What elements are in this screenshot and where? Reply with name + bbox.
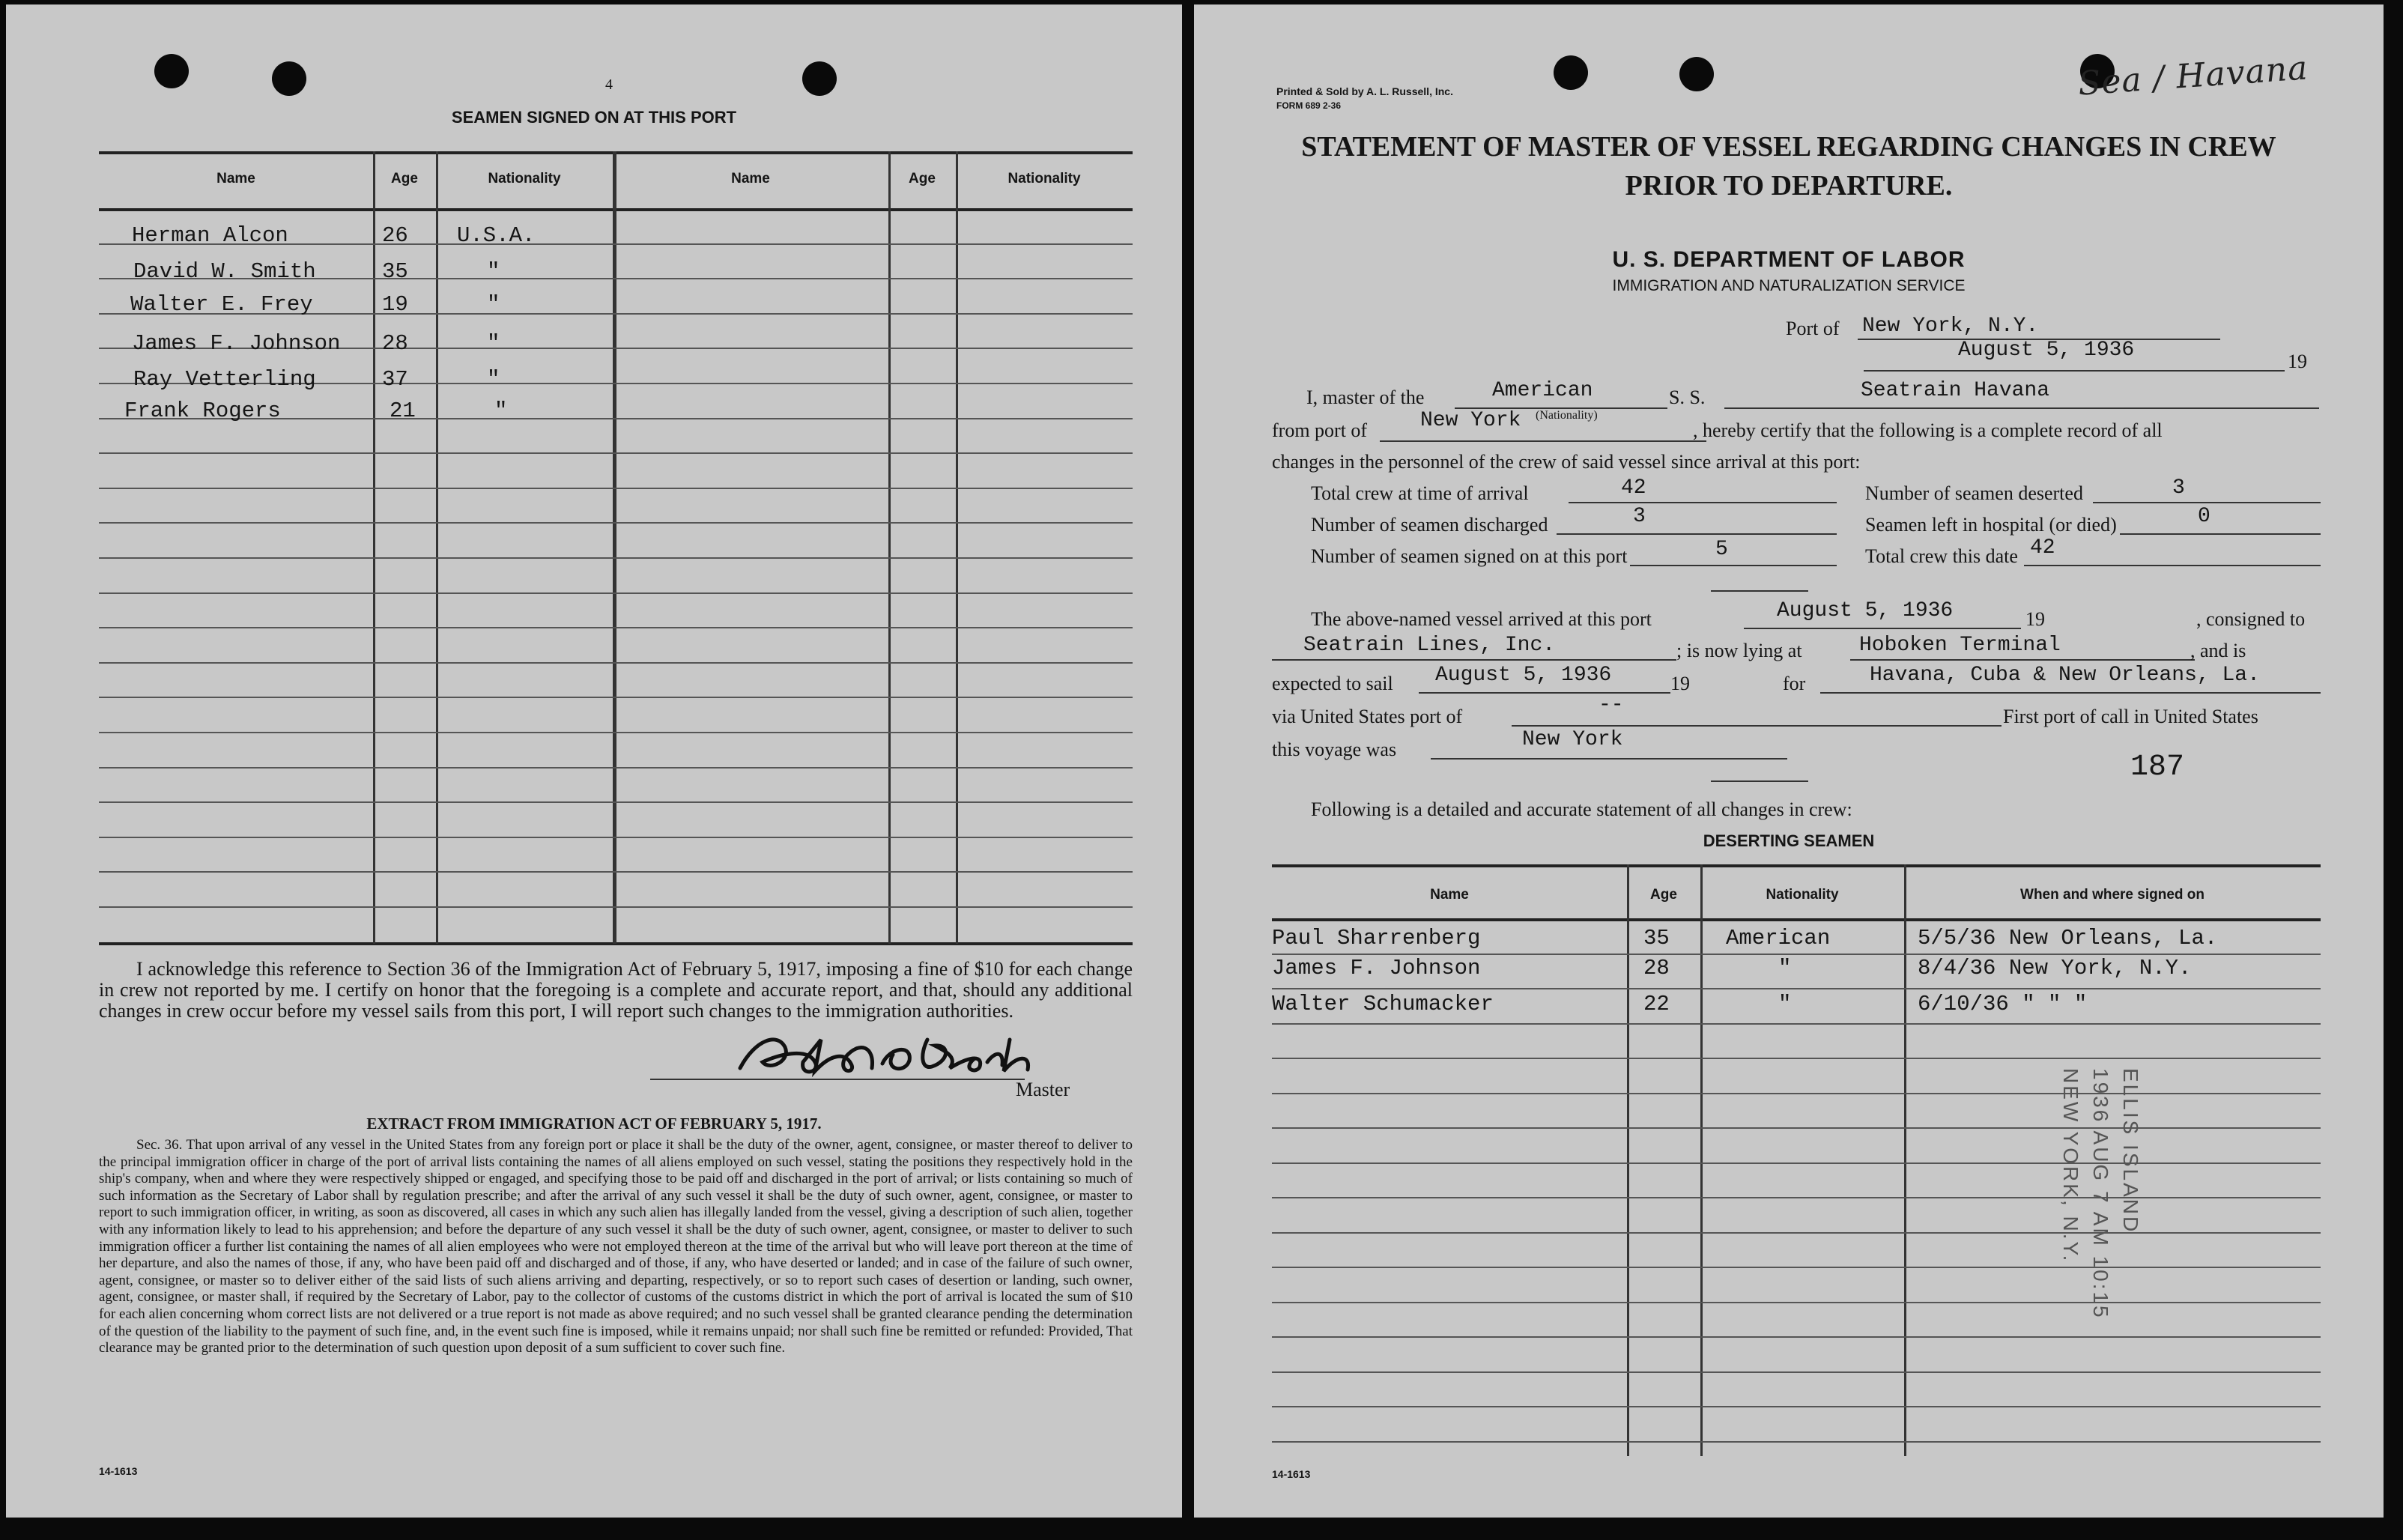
master-signature (725, 1025, 1055, 1085)
underline (1569, 502, 1837, 503)
port-of-label: Port of (1786, 318, 1840, 339)
underline (1557, 533, 1837, 535)
underline (2093, 502, 2321, 503)
col-header-name: Name (1430, 887, 1469, 903)
acknowledgement-text: I acknowledge this reference to Section 36 of the Immigration Act of February 5, 1917, imposing a fine of $10 for each change in crew not reported by me. I certify on honor that the foregoing is a complete and accurate report, and that, should any additional changes in crew occur before my vessel sails from this port, I will report such changes to the immigration authorities. (99, 958, 1133, 1022)
total-crew-date-value: 42 (2030, 536, 2055, 560)
col-divider (436, 151, 438, 944)
underline (1744, 628, 2021, 629)
table-row-rule (1272, 1232, 2321, 1234)
table-row-rule (99, 906, 1133, 908)
first-port-label: First port of call in United States (2003, 706, 2258, 727)
table-row-rule (1272, 1162, 2321, 1164)
table-row-rule (1272, 1197, 2321, 1198)
year-prefix: 19 (2288, 351, 2307, 372)
deserter-2-signed: 8/4/36 New York, N.Y. (1918, 956, 2192, 980)
table-row-rule (99, 488, 1133, 489)
department-name: U. S. DEPARTMENT OF LABOR (1612, 247, 1966, 272)
signed-on-label: Number of seamen signed on at this port (1311, 545, 1628, 567)
discharged-value: 3 (1633, 505, 1646, 528)
consigned-to-label: , consigned to (2196, 608, 2306, 630)
following-text: Following is a detailed and accurate statement of all changes in crew: (1311, 798, 1852, 820)
hospital-value: 0 (2198, 505, 2210, 528)
table-row-rule (1272, 1093, 2321, 1094)
certify-text: , hereby certify that the following is a complete record of all (1693, 419, 2163, 441)
service-name: IMMIGRATION AND NATURALIZATION SERVICE (1612, 277, 1966, 294)
form-title-line-2: PRIOR TO DEPARTURE. (1625, 170, 1953, 201)
from-port-label: from port of (1272, 419, 1368, 441)
underline (1630, 565, 1837, 566)
lying-at-value: Hoboken Terminal (1859, 634, 2061, 657)
row-5-nationality: " (487, 367, 500, 392)
for-label: for (1783, 673, 1806, 694)
master-of-value: American (1492, 379, 1593, 402)
row-2-age: 35 (382, 259, 408, 284)
deserter-1-nationality: American (1726, 926, 1831, 951)
table-row-rule (99, 871, 1133, 873)
signature-line (650, 1079, 1025, 1080)
deserter-2-age: 28 (1643, 956, 1670, 980)
row-4-age: 28 (382, 331, 408, 356)
printer-line-1: Printed & Sold by A. L. Russell, Inc. (1276, 85, 1453, 97)
punch-hole (154, 54, 189, 88)
port-of-value: New York, N.Y. (1862, 315, 2039, 338)
destination-value: Havana, Cuba & New Orleans, La. (1870, 664, 2260, 687)
punch-hole (1679, 57, 1714, 91)
punch-hole (1554, 55, 1588, 90)
underline (2024, 565, 2321, 566)
col-header-nationality: Nationality (1766, 887, 1839, 903)
left-page (6, 4, 1182, 1518)
row-1-age: 26 (382, 223, 408, 248)
deserter-1-age: 35 (1643, 926, 1670, 951)
row-5-name: Ray Vetterling (133, 367, 316, 392)
deserted-label: Number of seamen deserted (1865, 482, 2083, 504)
signed-on-title: SEAMEN SIGNED ON AT THIS PORT (451, 108, 737, 127)
row-6-nationality: " (494, 398, 508, 423)
table-row-rule (1272, 1406, 2321, 1407)
row-2-nationality: " (487, 259, 500, 284)
table-row-rule (1272, 1058, 2321, 1059)
via-value: -- (1599, 694, 1624, 717)
row-3-nationality: " (487, 292, 500, 317)
master-label: Master (1016, 1079, 1070, 1100)
col-header-nationality: Nationality (488, 171, 561, 187)
row-1-nationality: U.S.A. (457, 223, 536, 248)
printer-line-2: FORM 689 2-36 (1276, 100, 1342, 111)
deserter-3-signed: 6/10/36 " " " (1918, 992, 2088, 1016)
row-1-name: Herman Alcon (132, 223, 288, 248)
and-is-label: , and is (2190, 640, 2246, 661)
page-number: 4 (605, 76, 613, 93)
master-of-label: I, master of the (1306, 386, 1425, 408)
form-number: 14-1613 (99, 1465, 138, 1477)
deserter-3-age: 22 (1643, 992, 1670, 1016)
year-prefix: 19 (2025, 608, 2045, 630)
ss-label: S. S. (1669, 386, 1706, 408)
ellis-island-stamp (2040, 1068, 2145, 1488)
form-title-line-1: STATEMENT OF MASTER OF VESSEL REGARDING CHANGES IN CREW (1301, 131, 2276, 163)
table-row-rule (99, 732, 1133, 733)
lying-at-label: ; is now lying at (1676, 640, 1802, 661)
col-header-nationality-2: Nationality (1007, 171, 1081, 187)
punch-hole (272, 61, 306, 96)
row-4-name: James F. Johnson (132, 331, 341, 356)
table-row-rule (99, 662, 1133, 664)
from-port-underline (1380, 440, 1706, 442)
right-page (1194, 4, 2384, 1518)
report-date-underline (1864, 370, 2285, 372)
table-row-rule (99, 697, 1133, 698)
col-header-age: Age (1650, 887, 1677, 903)
total-crew-date-label: Total crew this date (1865, 545, 2018, 567)
table-row-rule (1272, 1127, 2321, 1129)
underline (1512, 725, 2002, 727)
col-divider-center (613, 151, 616, 944)
discharged-label: Number of seamen discharged (1311, 514, 1548, 536)
deserter-2-name: James F. Johnson (1272, 956, 1481, 980)
row-6-age: 21 (390, 398, 416, 423)
row-2-name: David W. Smith (133, 259, 316, 284)
table-row-rule (99, 592, 1133, 594)
extract-text: Sec. 36. That upon arrival of any vessel in the United States from any foreign port or place it shall be the duty of the owner, agent, consignee, or master thereof to deliver to the principal immigration officer in charge of the port of arrival lists containing the names of all aliens employed on such vessel, stating the positions they respectively hold in the ship's company, when and where they were respectively shipped or engaged, and specifying those to be paid off and discharged in the port of arrival; or lists containing so much of such information as the Secretary of Labor shall by regulation prescribe; and after the arrival of any such vessel it shall be the duty of such owner, agent, consignee, or master to report to such immigration officer, in writing, as soon as discovered, all cases in which any such alien has illegally landed from the vessel, giving a description of such alien, together with any information likely to lead to his apprehension; and before the departure of any such vessel it shall be the duty of such owner, agent, consignee, or master to deliver to such immigration officer a further list containing the names of all alien employees who were not employed thereon at the time of the arrival but who will leave port thereon at the time of her departure, and also the names of those, if any, who have been paid off and discharged and of those, if any, who have deserted or landed; and in case of the failure of such owner, agent, consignee, or master so to deliver either of the said lists of such aliens arriving and departing, respectively, or so to report such cases of desertion or landing, such owner, agent, consignee, or master shall, if required by the Secretary of Labor, pay to the collector of customs of the customs district in which the port of arrival is located the sum of $10 for each alien concerning whom correct lists are not delivered or a true report is not made as above required; and no such vessel shall be granted clearance pending the determination of the question of the liability to the payment of such fine, and, in the event such fine is imposed, while it remains unpaid; nor shall such fine be remitted or refunded: Provided, That clearance may be granted prior to the determination of such question upon deposit of a sum sufficient to cover such fine. (99, 1137, 1133, 1356)
row-3-name: Walter E. Frey (130, 292, 313, 317)
row-3-age: 19 (382, 292, 408, 317)
table-row-rule (1272, 954, 2321, 955)
handwritten-number: 187 (2130, 751, 2185, 784)
table-row-rule (99, 522, 1133, 524)
deserter-3-name: Walter Schumacker (1272, 992, 1494, 1016)
expected-value: August 5, 1936 (1435, 664, 1612, 687)
changes-text: changes in the personnel of the crew of said vessel since arrival at this port: (1272, 451, 1861, 473)
from-port-value: New York (1420, 409, 1521, 432)
stamp-line-3: NEW YORK, N.Y. (2059, 1068, 2082, 1264)
col-header-signed-on: When and where signed on (2020, 887, 2204, 903)
table-row-rule (99, 627, 1133, 628)
table-row-rule (99, 452, 1133, 454)
table-row-rule (1272, 1267, 2321, 1268)
underline (1850, 659, 2195, 661)
table-row-rule (99, 801, 1133, 803)
signed-on-value: 5 (1715, 538, 1728, 561)
via-label: via United States port of (1272, 706, 1463, 727)
deserter-1-name: Paul Sharrenberg (1272, 926, 1481, 951)
col-header-age: Age (391, 171, 418, 187)
short-rule (1711, 590, 1808, 592)
deserter-2-nationality: " (1778, 956, 1792, 980)
expected-label: expected to sail (1272, 673, 1393, 694)
col-header-age-2: Age (909, 171, 936, 187)
year-prefix: 19 (1670, 673, 1690, 694)
table-row-rule (1272, 988, 2321, 989)
table-row-rule (1272, 1441, 2321, 1443)
report-date-value: August 5, 1936 (1958, 339, 2135, 362)
table-row-rule (99, 837, 1133, 838)
arrived-value: August 5, 1936 (1777, 599, 1954, 622)
table-row-rule (99, 767, 1133, 769)
vessel-name: Seatrain Havana (1861, 379, 2050, 402)
col-divider (373, 151, 375, 944)
deserter-3-nationality: " (1778, 992, 1792, 1016)
underline (1431, 758, 1787, 760)
table-top-border (1272, 864, 2321, 867)
form-number: 14-1613 (1272, 1468, 1311, 1480)
table-row-rule (1272, 1371, 2321, 1373)
extract-title: EXTRACT FROM IMMIGRATION ACT OF FEBRUARY 5, 1917. (366, 1115, 822, 1133)
arrived-label: The above-named vessel arrived at this port (1311, 608, 1652, 630)
voyage-label: this voyage was (1272, 739, 1397, 760)
col-header-name: Name (216, 171, 255, 187)
col-divider (888, 151, 891, 944)
voyage-value: New York (1522, 728, 1623, 751)
deserter-1-signed: 5/5/36 New Orleans, La. (1918, 926, 2218, 951)
ss-underline (1724, 407, 2319, 409)
col-header-name-2: Name (731, 171, 770, 187)
row-6-name: Frank Rogers (124, 398, 281, 423)
underline (1419, 692, 1670, 694)
short-rule (1711, 780, 1808, 782)
row-5-age: 37 (382, 367, 408, 392)
underline (2120, 533, 2321, 535)
row-4-nationality: " (487, 331, 500, 356)
col-divider (956, 151, 958, 944)
underline (1820, 692, 2321, 694)
table-row-rule (1272, 1023, 2321, 1025)
hospital-label: Seamen left in hospital (or died) (1865, 514, 2117, 536)
underline (1272, 659, 1676, 661)
total-crew-arrival-label: Total crew at time of arrival (1311, 482, 1529, 504)
punch-hole (802, 61, 837, 96)
deserted-value: 3 (2172, 476, 2185, 500)
table-row-rule (1272, 1302, 2321, 1303)
stamp-line-1: ELLIS ISLAND (2119, 1068, 2142, 1234)
handwritten-corner-note: Sea / Havana (2076, 49, 2309, 103)
total-crew-arrival-value: 42 (1621, 476, 1646, 500)
nationality-caption: (Nationality) (1536, 409, 1598, 422)
deserting-title: DESERTING SEAMEN (1703, 831, 1875, 850)
table-row-rule (99, 557, 1133, 559)
table-row-rule (1272, 1336, 2321, 1338)
table-header-border (1272, 918, 2321, 921)
stamp-line-2: 1936 AUG 7 AM 10:15 (2089, 1068, 2112, 1320)
consignee-value: Seatrain Lines, Inc. (1303, 634, 1556, 657)
